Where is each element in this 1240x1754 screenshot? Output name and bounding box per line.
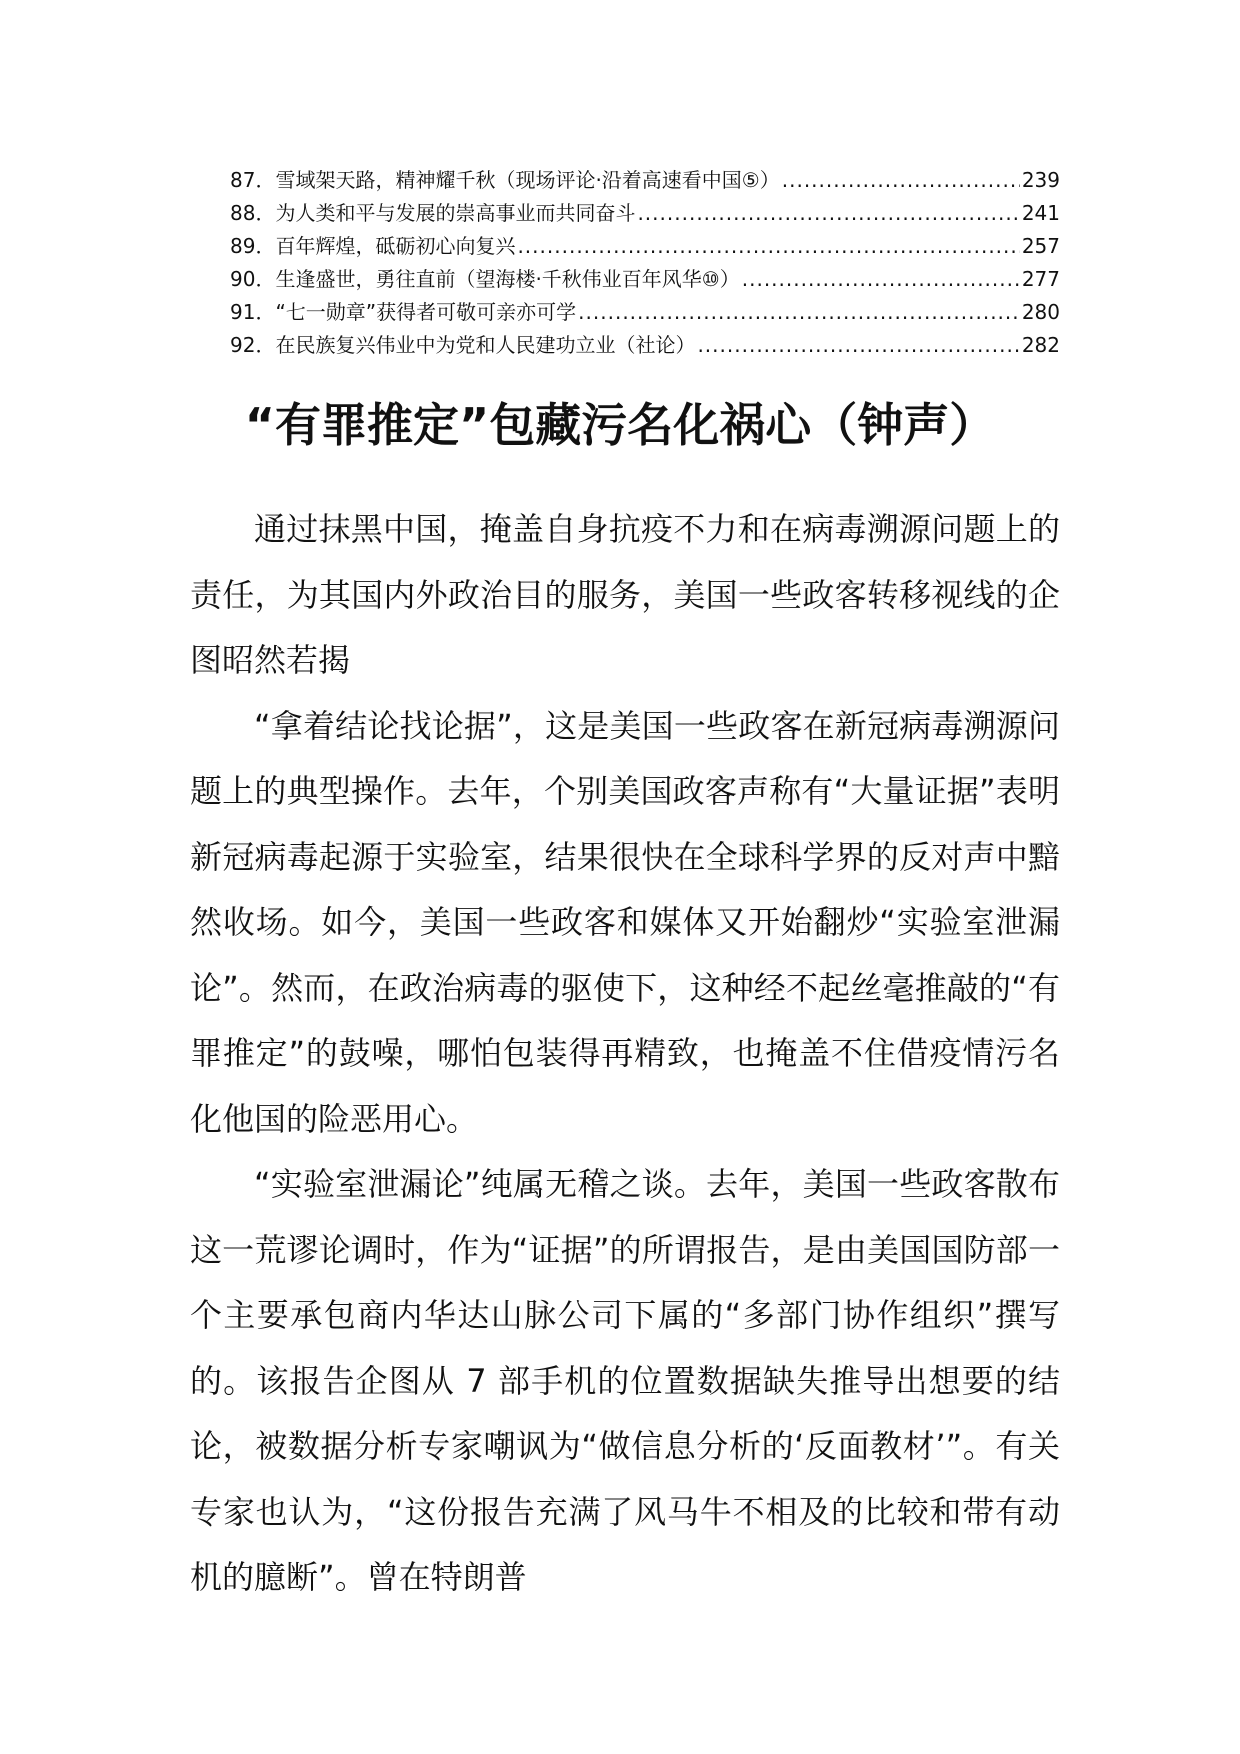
toc-entry-title: 89．百年辉煌，砥砺初心向复兴 xyxy=(230,234,516,258)
toc-page-number: 257 xyxy=(1021,234,1060,258)
toc-dot-leader xyxy=(517,230,1019,263)
toc-dot-leader xyxy=(637,197,1019,230)
toc-entry-title: 88．为人类和平与发展的崇高事业而共同奋斗 xyxy=(230,201,636,225)
toc-entry[interactable] xyxy=(230,164,1060,197)
toc-page-number: 277 xyxy=(1021,267,1060,291)
toc-dot-leader xyxy=(742,263,1020,296)
toc-entry-title: 87．雪域架天路，精神耀千秋（现场评论·沿着高速看中国⑤） xyxy=(230,168,780,192)
toc-page-number: 239 xyxy=(1021,168,1060,192)
toc-entry-title: 90．生逢盛世，勇往直前（望海楼·千秋伟业百年风华⑩） xyxy=(230,267,740,291)
article-paragraph: 通过抹黑中国，掩盖自身抗疫不力和在病毒溯源问题上的责任，为其国内外政治目的服务，美国一些政客转移视线的企图昭然若揭 xyxy=(190,510,1060,679)
toc-page-number: 280 xyxy=(1021,300,1060,324)
toc-entry[interactable] xyxy=(230,230,1060,263)
article-paragraph: “实验室泄漏论”纯属无稽之谈。去年，美国一些政客散布这一荒谬论调时，作为“证据”的所谓报告，是由美国国防部一个主要承包商内华达山脉公司下属的“多部门协作组织”撰写的。该报告企图从 7 部手机的位置数据缺失推导出想要的结论，被数据分析专家嘲讽为“做信息分析的‘反面教材’”。有关专家也认为，“这份报告充满了风马牛不相及的比较和带有动机的臆断”。曾在特朗普 xyxy=(190,1165,1060,1596)
article-paragraph: “拿着结论找论据”，这是美国一些政客在新冠病毒溯源问题上的典型操作。去年，个别美国政客声称有“大量证据”表明新冠病毒起源于实验室，结果很快在全球科学界的反对声中黯然收场。如今，美国一些政客和媒体又开始翻炒“实验室泄漏论”。然而，在政治病毒的驱使下，这种经不起丝毫推敲的“有罪推定”的鼓噪，哪怕包装得再精致，也掩盖不住借疫情污名化他国的险恶用心。 xyxy=(190,706,1060,1138)
toc-entry[interactable] xyxy=(230,329,1060,362)
article-title: “有罪推定”包藏污名化祸心（钟声） xyxy=(244,398,996,452)
toc-entry-title: 92．在民族复兴伟业中为党和人民建功立业（社论） xyxy=(230,333,696,357)
toc-entry[interactable] xyxy=(230,263,1060,296)
toc-page-number: 282 xyxy=(1021,333,1060,357)
toc-dot-leader xyxy=(578,296,1020,329)
article-body xyxy=(190,497,1060,1611)
toc-page-number: 241 xyxy=(1021,201,1060,225)
toc-entry-title: 91．“七一勋章”获得者可敬可亲亦可学 xyxy=(230,300,577,324)
table-of-contents xyxy=(230,164,1060,362)
toc-entry[interactable] xyxy=(230,296,1060,329)
toc-dot-leader xyxy=(697,329,1019,362)
toc-entry[interactable] xyxy=(230,197,1060,230)
toc-dot-leader xyxy=(782,164,1020,197)
